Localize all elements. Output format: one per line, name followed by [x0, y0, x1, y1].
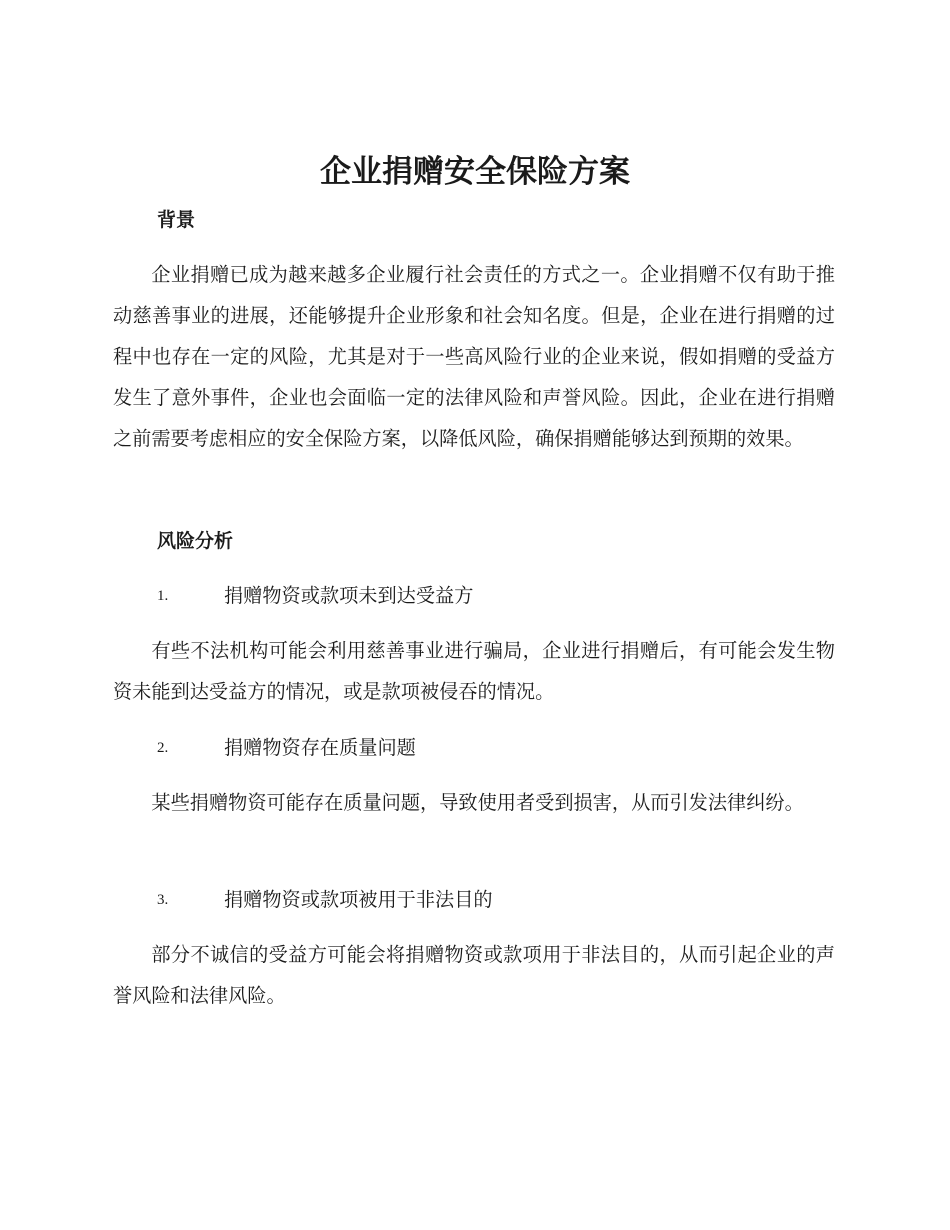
risk-item-title: 捐赠物资存在质量问题 — [224, 736, 416, 759]
section-heading-background: 背景 — [157, 209, 196, 231]
background-paragraph: 企业捐赠已成为越来越多企业履行社会责任的方式之一。企业捐赠不仅有助于推动慈善事业的进展，还能够提升企业形象和社会知名度。但是，企业在进行捐赠的过程中也存在一定的风险，尤其是对于一些高风险行业的企业来说，假如捐赠的受益方发生了意外事件，企业也会面临一定的法律风险和声誉风险。因此，企业在进行捐赠之前需要考虑相应的安全保险方案，以降低风险，确保捐赠能够达到预期的效果。 — [113, 263, 835, 450]
risk-item-2 — [157, 732, 847, 764]
document-title: 企业捐赠安全保险方案 — [320, 154, 630, 190]
risk-item-3-paragraph: 部分不诚信的受益方可能会将捐赠物资或款项用于非法目的，从而引起企业的声誉风险和法律风险。 — [113, 943, 835, 1007]
risk-item-1-paragraph: 有些不法机构可能会利用慈善事业进行骗局，企业进行捐赠后，有可能会发生物资未能到达受益方的情况，或是款项被侵吞的情况。 — [113, 639, 835, 703]
risk-item-title: 捐赠物资或款项被用于非法目的 — [224, 888, 493, 911]
risk-item-3 — [157, 884, 847, 916]
risk-item-2-paragraph: 某些捐赠物资可能存在质量问题，导致使用者受到损害，从而引发法律纠纷。 — [151, 791, 804, 814]
risk-item-title: 捐赠物资或款项未到达受益方 — [224, 584, 474, 607]
risk-item-1 — [157, 580, 847, 612]
list-number: 2. — [157, 740, 169, 756]
section-heading-risk-analysis: 风险分析 — [157, 530, 234, 552]
list-number: 1. — [157, 588, 169, 604]
list-number: 3. — [157, 892, 169, 908]
